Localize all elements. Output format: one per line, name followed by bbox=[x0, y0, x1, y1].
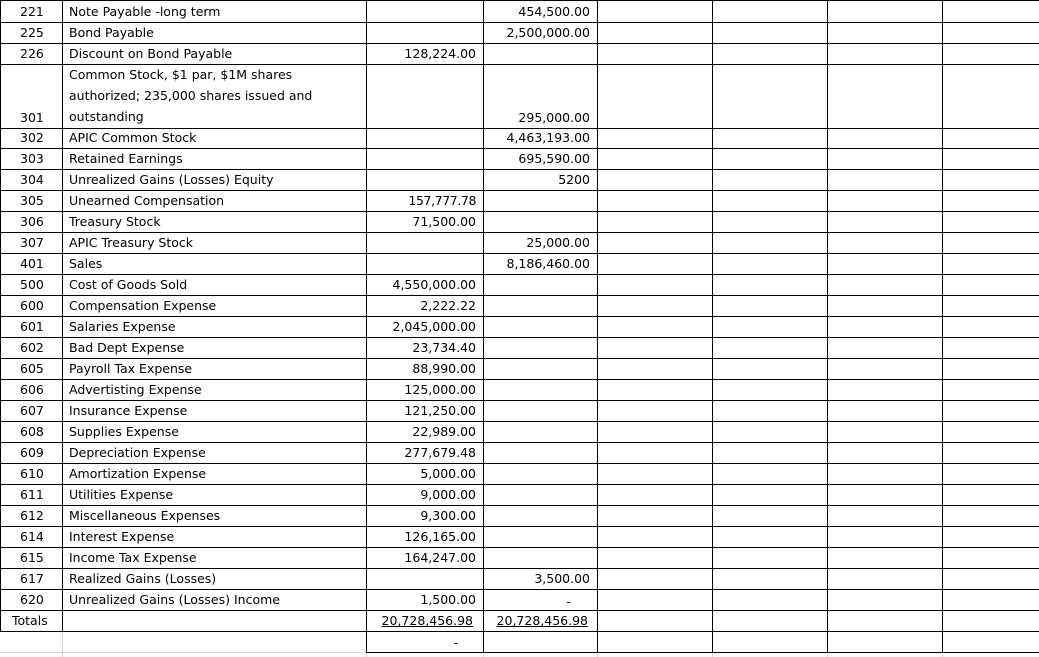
credit-amount-cell[interactable]: 5200 bbox=[558, 172, 590, 187]
cell-border-horizontal bbox=[0, 358, 1039, 359]
debit-amount-cell[interactable]: 71,500.00 bbox=[412, 214, 476, 229]
debit-amount-cell[interactable]: 157,777.78 bbox=[408, 193, 476, 208]
account-number-cell[interactable]: 304 bbox=[20, 172, 44, 187]
account-description-cell[interactable]: Depreciation Expense bbox=[69, 445, 206, 460]
difference-debit-cell[interactable]: - bbox=[453, 635, 458, 650]
account-number-cell[interactable]: 221 bbox=[20, 4, 44, 19]
account-description-cell[interactable]: Payroll Tax Expense bbox=[69, 361, 193, 376]
account-description-cell[interactable]: Discount on Bond Payable bbox=[69, 46, 233, 61]
cell-border-horizontal bbox=[0, 442, 1039, 443]
cell-border-horizontal bbox=[0, 484, 1039, 485]
account-number-cell[interactable]: 307 bbox=[20, 235, 44, 250]
cell-border-vertical bbox=[483, 0, 484, 652]
account-description-cell[interactable]: Advertisting Expense bbox=[69, 382, 202, 397]
debit-amount-cell[interactable]: 5,000.00 bbox=[420, 466, 476, 481]
cell-border-horizontal bbox=[0, 64, 1039, 65]
debit-amount-cell[interactable]: 128,224.00 bbox=[404, 46, 476, 61]
account-description-cell[interactable]: Treasury Stock bbox=[69, 214, 161, 229]
account-number-cell[interactable]: 612 bbox=[20, 508, 44, 523]
debit-amount-cell[interactable]: 2,222.22 bbox=[420, 298, 476, 313]
cell-border-horizontal bbox=[0, 631, 1039, 632]
debit-amount-cell[interactable]: 125,000.00 bbox=[404, 382, 476, 397]
account-number-cell[interactable]: 611 bbox=[20, 487, 44, 502]
account-description-cell[interactable]: Utilities Expense bbox=[69, 487, 174, 502]
cell-border-vertical bbox=[712, 0, 713, 652]
account-description-cell[interactable]: Income Tax Expense bbox=[69, 550, 197, 565]
cell-border-horizontal bbox=[0, 128, 1039, 129]
account-number-cell[interactable]: 500 bbox=[20, 277, 44, 292]
cell-border-horizontal bbox=[0, 295, 1039, 296]
cell-border-horizontal bbox=[0, 337, 1039, 338]
account-description-cell[interactable]: authorized; 235,000 shares issued and bbox=[69, 88, 313, 103]
cell-border-vertical bbox=[597, 0, 598, 652]
credit-amount-cell[interactable]: 8,186,460.00 bbox=[506, 256, 590, 271]
account-number-cell[interactable]: 607 bbox=[20, 403, 44, 418]
cell-border-horizontal bbox=[0, 43, 1039, 44]
account-number-cell[interactable]: 305 bbox=[20, 193, 44, 208]
debit-amount-cell[interactable]: 277,679.48 bbox=[404, 445, 476, 460]
account-description-cell[interactable]: Miscellaneous Expenses bbox=[69, 508, 221, 523]
account-description-cell[interactable]: Bond Payable bbox=[69, 25, 154, 40]
credit-amount-cell[interactable]: 4,463,193.00 bbox=[506, 130, 590, 145]
account-description-cell[interactable]: Supplies Expense bbox=[69, 424, 179, 439]
account-number-cell[interactable]: 602 bbox=[20, 340, 44, 355]
account-number-cell[interactable]: 226 bbox=[20, 46, 44, 61]
credit-amount-cell[interactable]: 295,000.00 bbox=[518, 110, 590, 125]
cell-border-horizontal bbox=[0, 505, 1039, 506]
account-number-cell[interactable]: 608 bbox=[20, 424, 44, 439]
account-description-cell[interactable]: Unrealized Gains (Losses) Equity bbox=[69, 172, 274, 187]
account-number-cell[interactable]: 617 bbox=[20, 571, 44, 586]
account-number-cell[interactable]: 614 bbox=[20, 529, 44, 544]
account-number-cell[interactable]: 303 bbox=[20, 151, 44, 166]
debit-amount-cell[interactable]: 121,250.00 bbox=[404, 403, 476, 418]
cell-border-horizontal bbox=[0, 547, 1039, 548]
cell-border-horizontal bbox=[0, 232, 1039, 233]
credit-amount-cell[interactable]: 695,590.00 bbox=[518, 151, 590, 166]
account-number-cell[interactable]: 301 bbox=[20, 110, 44, 125]
cell-border-horizontal bbox=[0, 169, 1039, 170]
cell-border-horizontal bbox=[0, 568, 1039, 569]
cell-border-horizontal bbox=[0, 589, 1039, 590]
account-description-cell[interactable]: Note Payable -long term bbox=[69, 4, 221, 19]
account-description-cell[interactable]: Unearned Compensation bbox=[69, 193, 225, 208]
cell-border-horizontal bbox=[0, 0, 1039, 1]
account-description-cell[interactable]: Common Stock, $1 par, $1M shares bbox=[69, 67, 293, 82]
cell-border-horizontal bbox=[366, 652, 1039, 653]
debit-amount-cell[interactable]: 88,990.00 bbox=[412, 361, 476, 376]
account-description-cell[interactable]: Interest Expense bbox=[69, 529, 175, 544]
debit-amount-cell[interactable]: 164,247.00 bbox=[404, 550, 476, 565]
cell-border-horizontal bbox=[0, 190, 1039, 191]
account-description-cell[interactable]: Sales bbox=[69, 256, 103, 271]
account-number-cell[interactable]: 600 bbox=[20, 298, 44, 313]
account-description-cell[interactable]: Insurance Expense bbox=[69, 403, 188, 418]
cell-border-horizontal bbox=[0, 22, 1039, 23]
account-description-cell[interactable]: Unrealized Gains (Losses) Income bbox=[69, 592, 280, 607]
credit-amount-cell[interactable]: 2,500,000.00 bbox=[506, 25, 590, 40]
account-number-cell[interactable]: 606 bbox=[20, 382, 44, 397]
cell-border-horizontal bbox=[0, 610, 1039, 611]
totals-debit-cell[interactable]: 20,728,456.98 bbox=[381, 613, 473, 628]
cell-border-horizontal bbox=[0, 148, 1039, 149]
account-number-cell[interactable]: 620 bbox=[20, 592, 44, 607]
account-number-cell[interactable]: 225 bbox=[20, 25, 44, 40]
account-number-cell[interactable]: 302 bbox=[20, 130, 44, 145]
account-description-cell[interactable]: Bad Dept Expense bbox=[69, 340, 185, 355]
cell-border-horizontal bbox=[0, 379, 1039, 380]
account-number-cell[interactable]: 615 bbox=[20, 550, 44, 565]
credit-amount-cell[interactable]: 3,500.00 bbox=[534, 571, 590, 586]
totals-label-cell[interactable]: Totals bbox=[12, 613, 48, 628]
account-description-cell[interactable]: APIC Common Stock bbox=[69, 130, 197, 145]
debit-amount-cell[interactable]: 1,500.00 bbox=[420, 592, 476, 607]
credit-amount-cell[interactable]: 454,500.00 bbox=[518, 4, 590, 19]
account-number-cell[interactable]: 610 bbox=[20, 466, 44, 481]
account-number-cell[interactable]: 401 bbox=[20, 256, 44, 271]
account-description-cell[interactable]: Compensation Expense bbox=[69, 298, 217, 313]
credit-amount-cell[interactable]: 25,000.00 bbox=[526, 235, 590, 250]
cell-border-horizontal bbox=[0, 421, 1039, 422]
cell-border-horizontal bbox=[0, 253, 1039, 254]
account-description-cell[interactable]: Retained Earnings bbox=[69, 151, 183, 166]
cell-border-vertical bbox=[827, 0, 828, 652]
account-description-cell[interactable]: outstanding bbox=[69, 109, 144, 124]
cell-border-horizontal bbox=[0, 526, 1039, 527]
cell-border-horizontal bbox=[0, 316, 1039, 317]
cell-border-horizontal bbox=[0, 400, 1039, 401]
debit-amount-cell[interactable]: 9,300.00 bbox=[420, 508, 476, 523]
debit-amount-cell[interactable]: 9,000.00 bbox=[420, 487, 476, 502]
cell-border-horizontal bbox=[0, 211, 1039, 212]
account-description-cell[interactable]: APIC Treasury Stock bbox=[69, 235, 194, 250]
account-number-cell[interactable]: 605 bbox=[20, 361, 44, 376]
debit-amount-cell[interactable]: 22,989.00 bbox=[412, 424, 476, 439]
account-description-cell[interactable]: Salaries Expense bbox=[69, 319, 176, 334]
debit-amount-cell[interactable]: 4,550,000.00 bbox=[392, 277, 476, 292]
account-number-cell[interactable]: 609 bbox=[20, 445, 44, 460]
cell-border-horizontal bbox=[0, 463, 1039, 464]
account-number-cell[interactable]: 306 bbox=[20, 214, 44, 229]
account-number-cell[interactable]: 601 bbox=[20, 319, 44, 334]
account-description-cell[interactable]: Amortization Expense bbox=[69, 466, 207, 481]
cell-border-vertical bbox=[366, 0, 367, 652]
totals-credit-cell[interactable]: 20,728,456.98 bbox=[496, 613, 588, 628]
debit-amount-cell[interactable]: 126,165.00 bbox=[404, 529, 476, 544]
cell-border-vertical bbox=[942, 0, 943, 652]
credit-amount-cell[interactable]: - bbox=[566, 594, 571, 609]
debit-amount-cell[interactable]: 2,045,000.00 bbox=[392, 319, 476, 334]
cell-border-horizontal bbox=[0, 274, 1039, 275]
account-description-cell[interactable]: Realized Gains (Losses) bbox=[69, 571, 217, 586]
debit-amount-cell[interactable]: 23,734.40 bbox=[412, 340, 476, 355]
account-description-cell[interactable]: Cost of Goods Sold bbox=[69, 277, 188, 292]
